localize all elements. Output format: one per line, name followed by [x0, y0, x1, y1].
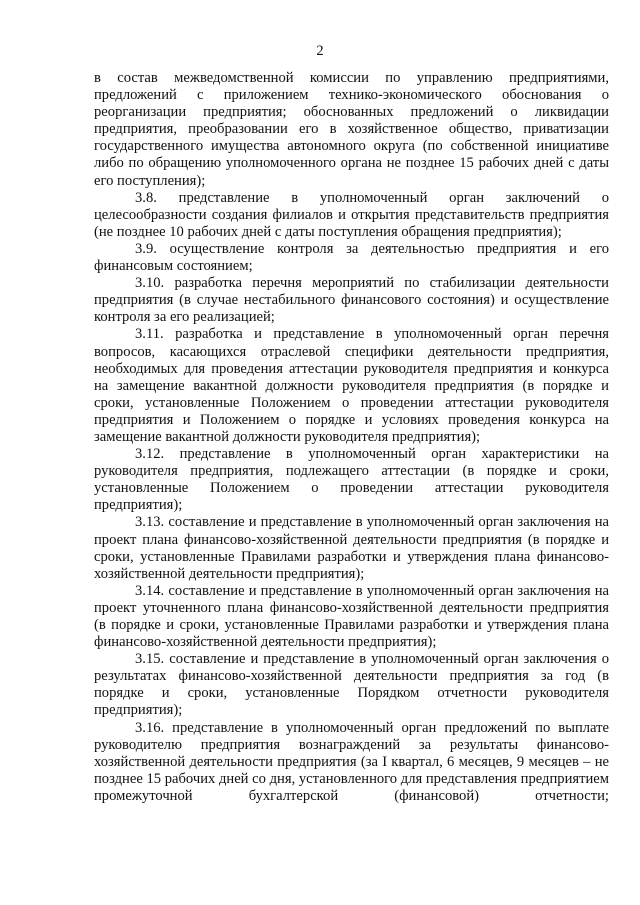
paragraph-3-14: 3.14. составление и представление в уполномоченный орган заключения на проект уточненного плана финансово-хозяйственной деятельности предприятия (в порядке и сроки, установленные Правилами разработки и утверждения плана финансово-хозяйственной деятельности предприятия); — [94, 582, 609, 651]
paragraph-3-8: 3.8. представление в уполномоченный орган заключений о целесообразности создания филиалов и открытия представительств предприятия (не позднее 10 рабочих дней с даты поступления обращения предприятия); — [94, 189, 609, 240]
document-body — [94, 70, 609, 805]
paragraph-3-16: 3.16. представление в уполномоченный орган предложений по выплате руководителю предприятия вознаграждений за результаты финансово-хозяйственной деятельности предприятия (за I квартал, 6 месяцев, 9 месяцев – не позднее 15 рабочих дней со дня, установленного для представления предприятием промежуточной бухгалтерской (финансовой) отчетности; — [94, 719, 609, 804]
paragraph-3-12: 3.12. представление в уполномоченный орган характеристики на руководителя предприятия, подлежащего аттестации (в порядке и сроки, установленные Положением о проведении аттестации руководителя предприятия); — [94, 446, 609, 514]
paragraph-3-15: 3.15. составление и представление в уполномоченный орган заключения о результатах финансово-хозяйственной деятельности предприятия за год (в порядке и сроки, установленные Порядком отчетности руководителя предприятия); — [94, 651, 609, 719]
paragraph-continuation: в состав межведомственной комиссии по управлению предприятиями, предложений с приложением технико-экономического обоснования о реорганизации предприятия; обоснованных предложений о ликвидации предприятия, преобразовании его в хозяйственное общество, приватизации государственного имущества автономного округа (по собственной инициативе либо по обращению уполномоченного органа не позднее 15 рабочих дней с даты его поступления); — [94, 70, 609, 189]
paragraph-3-9: 3.9. осуществление контроля за деятельностью предприятия и его финансовым состоянием; — [94, 240, 609, 275]
paragraph-3-10: 3.10. разработка перечня мероприятий по стабилизации деятельности предприятия (в случае нестабильного финансового состояния) и осуществление контроля за его реализацией; — [94, 275, 609, 326]
paragraph-3-11: 3.11. разработка и представление в уполномоченный орган перечня вопросов, касающихся отраслевой специфики деятельности предприятия, необходимых для проведения аттестации руководителя предприятия и конкурса на замещение вакантной должности руководителя предприятия (в порядке и сроки, установленные Положением о проведении аттестации руководителя предприятия и Положением о порядке и условиях проведения конкурса на замещение вакантной должности руководителя предприятия); — [94, 326, 609, 445]
paragraph-3-13: 3.13. составление и представление в уполномоченный орган заключения на проект плана финансово-хозяйственной деятельности предприятия (в порядке и сроки, установленные Правилами разработки и утверждения плана финансово-хозяйственной деятельности предприятия); — [94, 514, 609, 582]
page-number: 2 — [316, 43, 324, 59]
